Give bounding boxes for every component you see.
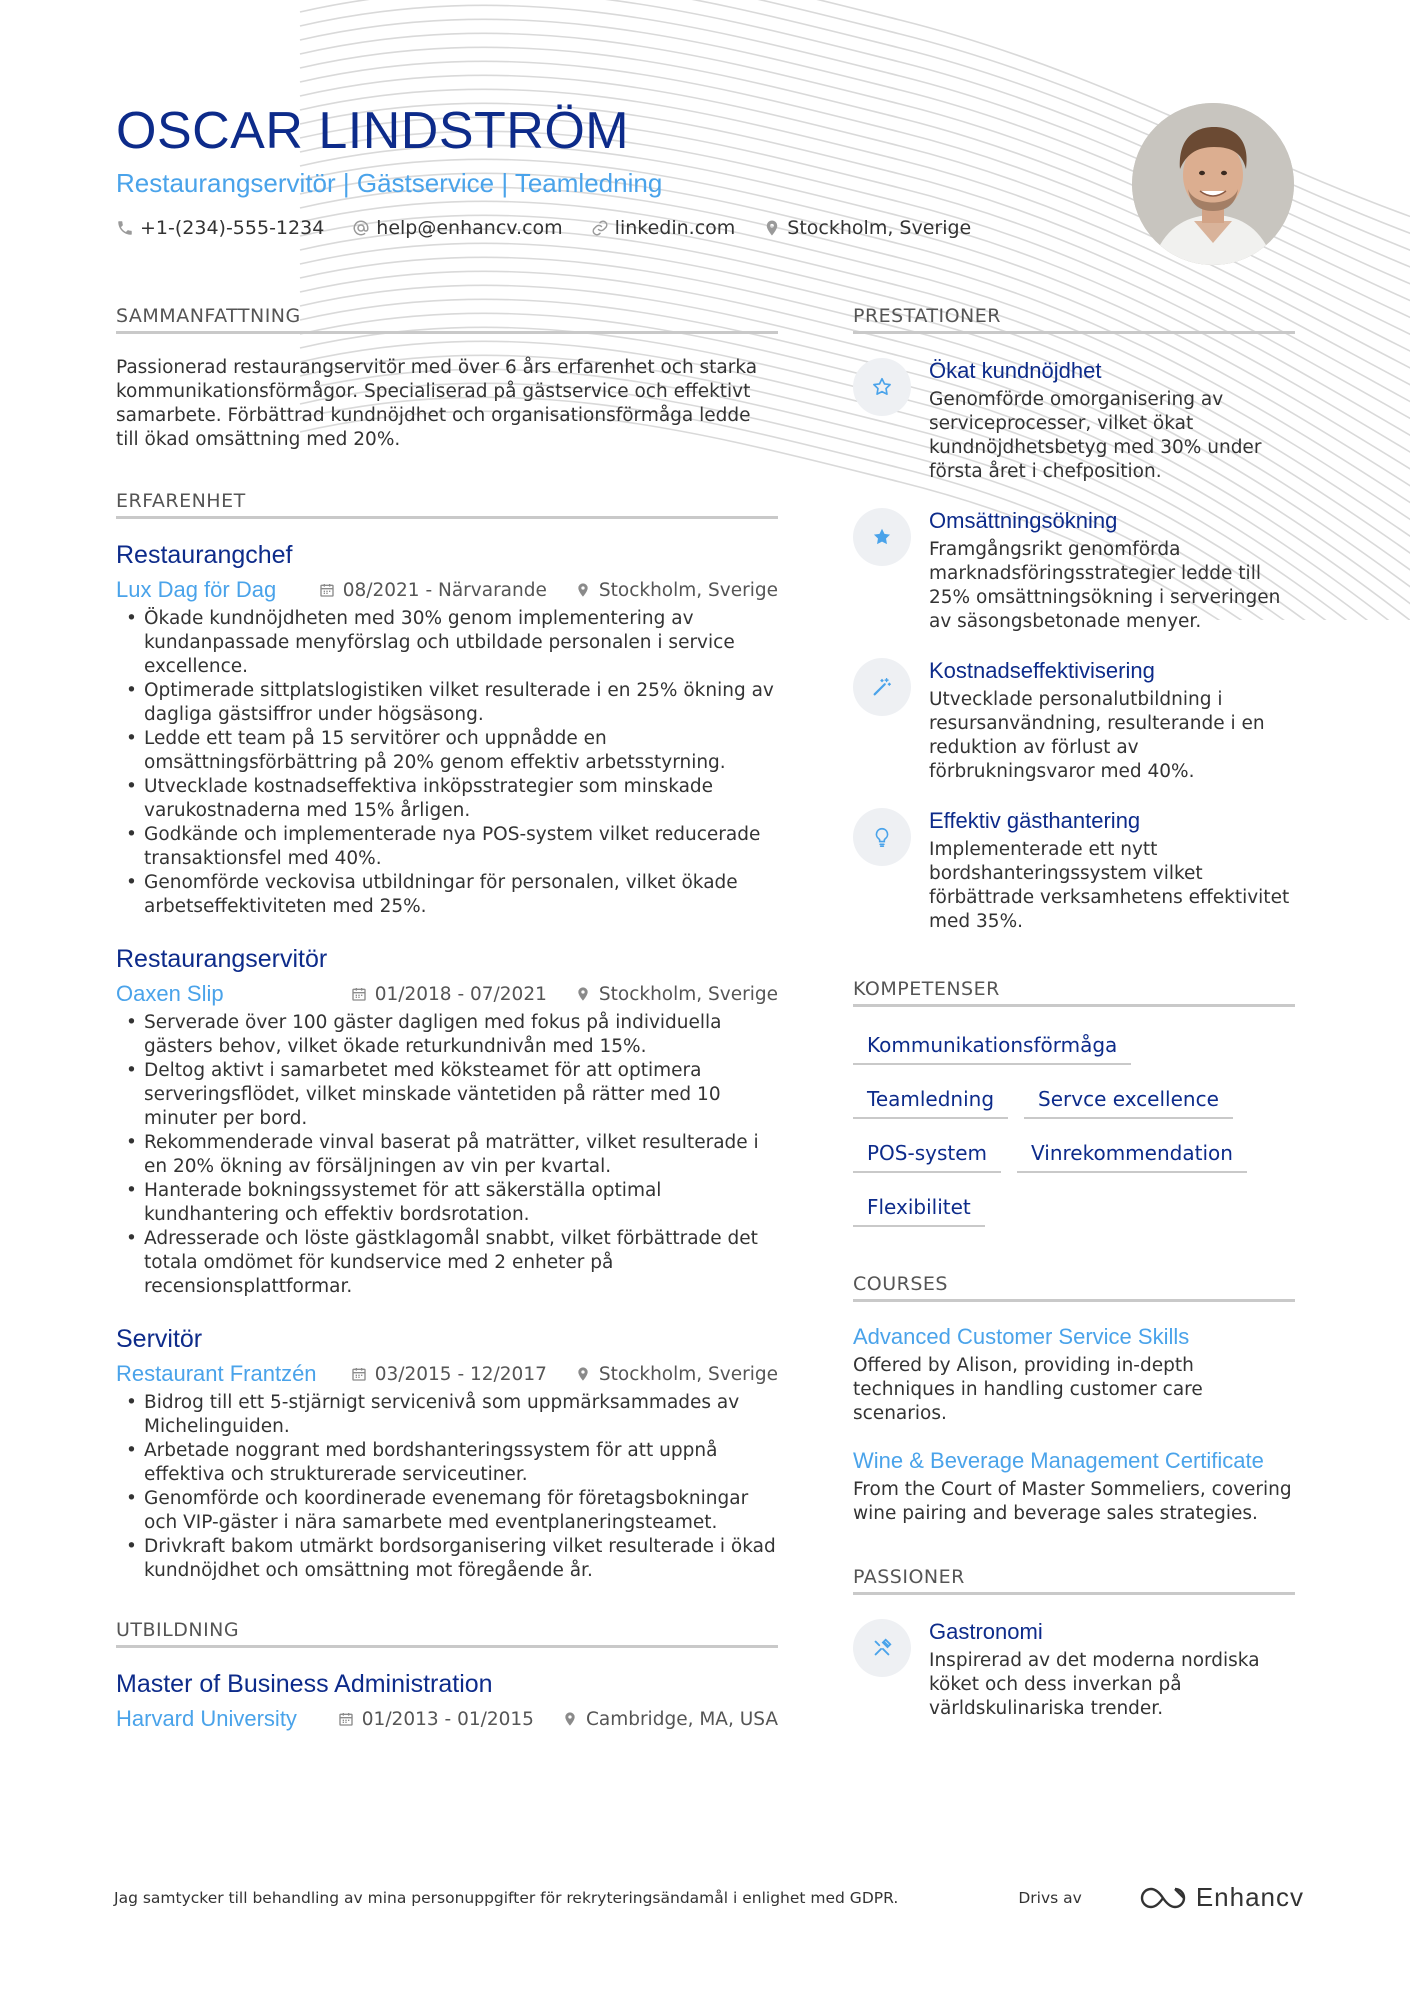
education-heading: UTBILDNING [116,1619,778,1648]
job-bullet: • Hanterade bokningssystemet för att säkerställa optimal kundhantering och effektiv bordsrotation. [116,1179,778,1227]
job-company: Lux Dag för Dag [116,577,277,602]
job-bullets [116,1011,778,1299]
achievement-text: Utvecklade personalutbildning i resursanvändning, resulterande i en reduktion av förlust av förbrukningsvaror med 40%. [929,689,1265,782]
courses-heading: COURSES [853,1273,1295,1302]
job-entry [116,541,778,919]
kitchen-tools-icon [853,1619,911,1677]
job-bullet: • Rekommenderade vinval baserat på maträtter, vilket resulterade i en 20% ökning av försäljningen av vin per kvartal. [116,1131,778,1179]
contact-email-text: help@enhancv.com [376,217,563,239]
job-location-text: Stockholm, Sverige [598,579,778,601]
job-title: Restaurangchef [116,541,293,569]
star-filled-icon [853,508,911,566]
location-icon [575,1366,591,1382]
left-column [116,305,778,1770]
passion-item [853,1619,1295,1721]
job-bullet: • Bidrog till ett 5-stjärnigt servicenivå som uppmärksammades av Michelinguiden. [116,1391,778,1439]
candidate-tagline: Restaurangservitör | Gästservice | Teamledning [116,168,663,198]
achievements-section [853,305,1295,934]
link-icon [591,219,609,237]
achievement-item [853,508,1295,634]
location-icon [575,582,591,598]
contact-list [116,217,1116,239]
course-title: Wine & Beverage Management Certificate [853,1448,1264,1473]
skills-list [853,1029,1295,1227]
education-school: Harvard University [116,1706,297,1731]
course-item [853,1324,1295,1426]
star-outline-icon [853,358,911,416]
course-text: From the Court of Master Sommeliers, covering wine pairing and beverage sales strategies. [853,1479,1292,1524]
infinity-logo-icon [1140,1886,1186,1910]
calendar-icon [319,582,335,598]
calendar-icon [338,1711,354,1727]
phone-icon [116,219,134,237]
passion-text: Inspirerad av det moderna nordiska köket och dess inverkan på världskulinariska trender. [929,1650,1260,1719]
job-bullet: • Ökade kundnöjdheten med 30% genom implementering av kundanpassade menyförslag och utbildade personalen i service excellence. [116,607,778,679]
powered-by-label: Drivs av [1018,1888,1082,1907]
contact-phone-text: +1-(234)-555-1234 [140,217,325,239]
job-bullet: • Serverade över 100 gäster dagligen med fokus på individuella gästers behov, vilket ökade returkundnivån med 15%. [116,1011,778,1059]
job-location [575,1364,778,1385]
page-footer [114,1882,1304,1913]
education-location [562,1709,778,1730]
achievement-title: Kostnadseffektivisering [929,658,1155,683]
education-dates-text: 01/2013 - 01/2015 [361,1708,534,1730]
job-bullets [116,607,778,919]
job-dates-text: 03/2015 - 12/2017 [374,1363,547,1385]
achievement-text: Implementerade ett nytt bordshanteringssystem vilket förbättrade verksamhetens effektivitet med 35%. [929,839,1290,932]
profile-photo [1132,103,1294,265]
candidate-name: OSCAR LINDSTRÖM [116,102,630,160]
courses-section [853,1273,1295,1526]
passion-title: Gastronomi [929,1619,1043,1644]
job-bullet: • Deltog aktivt i samarbetet med köksteamet för att optimera serveringsflödet, vilket minskade väntetiden på rätter med 10 minuter per bord. [116,1059,778,1131]
job-bullet: • Optimerade sittplatslogistiken vilket resulterade i en 25% ökning av dagliga gästsiffror under högsäsong. [116,679,778,727]
right-column [853,305,1295,1759]
achievement-item [853,358,1295,484]
skill-tag: Kommunikationsförmåga [853,1029,1131,1065]
job-title: Servitör [116,1325,203,1353]
location-icon [562,1711,578,1727]
magic-wand-icon [853,658,911,716]
enhancv-logo[interactable] [1140,1882,1304,1913]
job-dates [351,984,547,1005]
contact-email[interactable] [352,217,562,239]
calendar-icon [351,1366,367,1382]
course-item [853,1448,1295,1526]
education-section [116,1619,778,1732]
contact-location-text: Stockholm, Sverige [787,217,972,239]
location-icon [763,219,781,237]
education-meta [116,1706,778,1732]
achievement-text: Framgångsrikt genomförda marknadsföringsstrategier ledde till 25% omsättningsökning i serveringen av säsongsbetonade menyer. [929,539,1281,632]
job-bullet: • Godkände och implementerade nya POS-system vilket reducerade transaktionsfel med 40%. [116,823,778,871]
job-meta [116,577,778,603]
lightbulb-icon [853,808,911,866]
passions-heading: PASSIONER [853,1566,1295,1595]
resume-header [116,100,1116,239]
education-degree: Master of Business Administration [116,1670,493,1698]
job-meta [116,1361,778,1387]
summary-section [116,305,778,452]
job-location [575,984,778,1005]
brand-name: Enhancv [1195,1882,1304,1912]
job-dates [319,580,547,601]
job-bullet: • Arbetade noggrant med bordshanteringssystem för att uppnå effektiva och strukturerade serviceutiner. [116,1439,778,1487]
skill-tag: Flexibilitet [853,1191,985,1227]
job-dates-text: 01/2018 - 07/2021 [374,983,547,1005]
job-location-text: Stockholm, Sverige [598,1363,778,1385]
job-company: Oaxen Slip [116,981,224,1006]
job-title: Restaurangservitör [116,945,328,973]
skills-heading: KOMPETENSER [853,978,1295,1007]
job-company: Restaurant Frantzén [116,1361,317,1386]
achievement-title: Ökat kundnöjdhet [929,358,1102,383]
achievement-title: Effektiv gästhantering [929,808,1141,833]
job-dates-text: 08/2021 - Närvarande [342,579,547,601]
job-entry [116,945,778,1299]
job-entry [116,1325,778,1583]
course-title: Advanced Customer Service Skills [853,1324,1190,1349]
location-icon [575,986,591,1002]
calendar-icon [351,986,367,1002]
skill-tag: Servce excellence [1024,1083,1233,1119]
at-icon [352,219,370,237]
experience-section [116,490,778,1583]
achievement-title: Omsättningsökning [929,508,1118,533]
achievement-item [853,658,1295,784]
job-location [575,580,778,601]
contact-linkedin[interactable] [591,217,736,239]
skill-tag: Teamledning [853,1083,1008,1119]
job-bullet: • Ledde ett team på 15 servitörer och uppnådde en omsättningsförbättring på 20% genom effektiv arbetsstyrning. [116,727,778,775]
skill-tag: Vinrekommendation [1017,1137,1247,1173]
job-bullet: • Genomförde och koordinerade evenemang för företagsbokningar och VIP-gäster i nära samarbete med eventplaneringsteamet. [116,1487,778,1535]
job-bullet: • Genomförde veckovisa utbildningar för personalen, vilket ökade arbetseffektiviteten med 25%. [116,871,778,919]
contact-phone[interactable] [116,217,324,239]
achievement-item [853,808,1295,934]
job-dates [351,1364,547,1385]
contact-linkedin-text: linkedin.com [614,217,736,239]
job-bullet: • Utvecklade kostnadseffektiva inköpsstrategier som minskade varukostnaderna med 15% årligen. [116,775,778,823]
education-location-text: Cambridge, MA, USA [585,1708,778,1730]
education-dates [338,1709,534,1730]
job-bullet: • Adresserade och löste gästklagomål snabbt, vilket förbättrade det totala omdömet för kundservice med 2 enheter på recensionsplattformar. [116,1227,778,1299]
achievement-text: Genomförde omorganisering av serviceprocesser, vilket ökat kundnöjdhetsbetyg med 30% under första året i chefposition. [929,389,1262,482]
experience-heading: ERFARENHET [116,490,778,519]
skills-section [853,978,1295,1227]
contact-location [763,217,971,239]
gdpr-consent-text: Jag samtycker till behandling av mina personuppgifter för rekryteringsändamål i enlighet med GDPR. [114,1888,899,1907]
summary-heading: SAMMANFATTNING [116,305,778,334]
passions-section [853,1566,1295,1721]
job-bullets [116,1391,778,1583]
course-text: Offered by Alison, providing in-depth techniques in handling customer care scenarios. [853,1355,1203,1424]
job-location-text: Stockholm, Sverige [598,983,778,1005]
job-meta [116,981,778,1007]
summary-text: Passionerad restaurangservitör med över 6 års erfarenhet och starka kommunikationsförmågor. Specialiserad på gästservice och effektivt samarbete. Förbättrad kundnöjdhet och organisationsförmåga ledde till ökad omsättning med 20%. [116,357,758,450]
achievements-heading: PRESTATIONER [853,305,1295,334]
job-bullet: • Drivkraft bakom utmärkt bordsorganisering vilket resulterade i ökad kundnöjdhet och omsättning mot föregående år. [116,1535,778,1583]
skill-tag: POS-system [853,1137,1001,1173]
